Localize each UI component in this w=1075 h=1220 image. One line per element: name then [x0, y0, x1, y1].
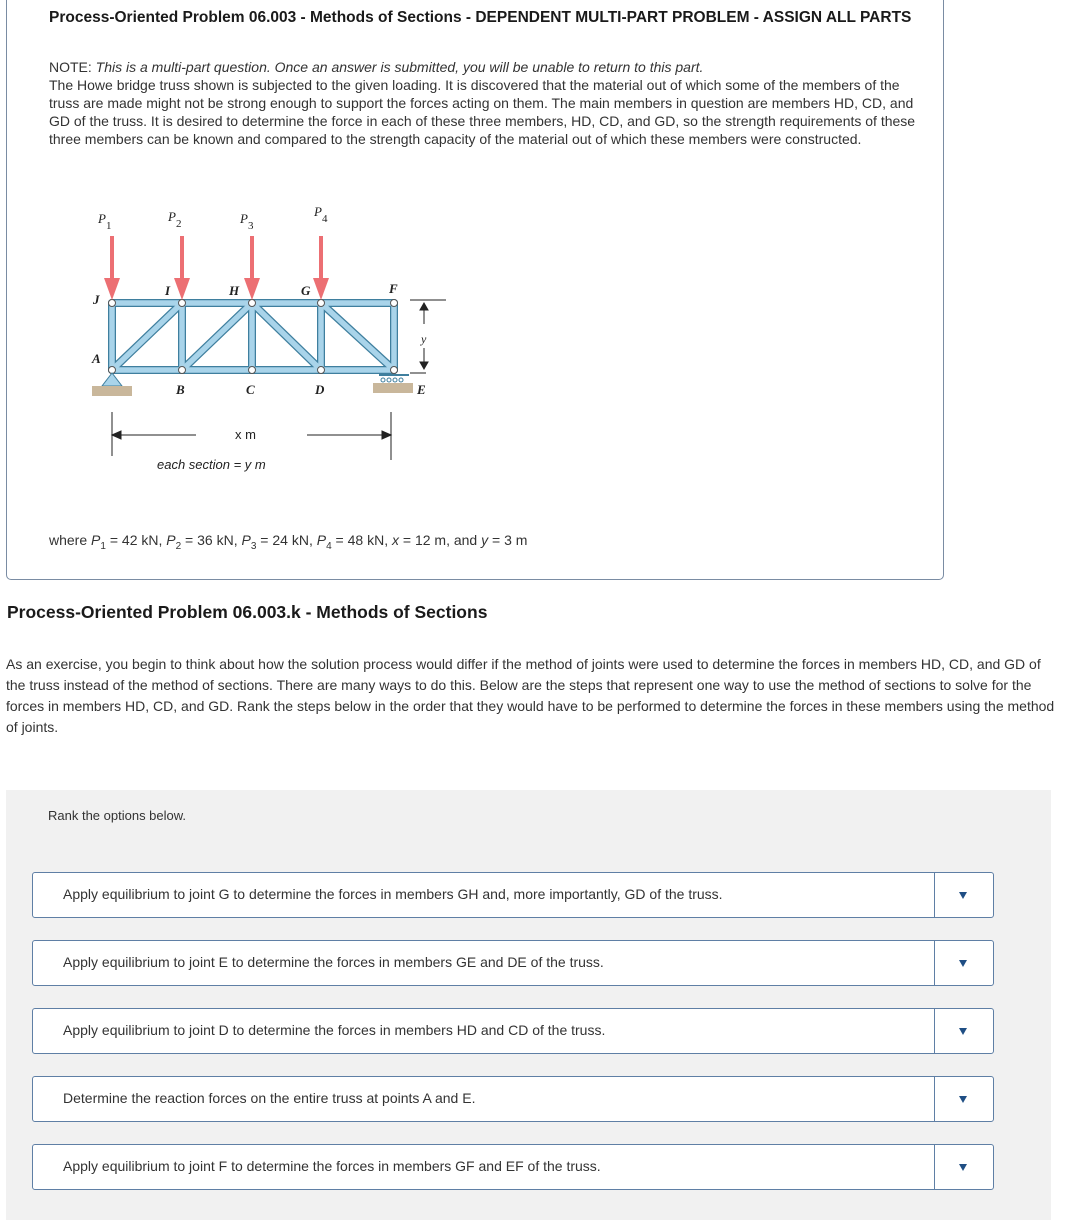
ranking-item-text: Apply equilibrium to joint D to determine the forces in members HD and CD of the truss. [63, 1022, 606, 1038]
chevron-down-icon [959, 1028, 967, 1035]
givens-prefix: where [49, 532, 92, 548]
given-y: 3 m [504, 532, 528, 548]
ranking-item[interactable] [32, 940, 994, 986]
part-instructions: As an exercise, you begin to think about how the solution process would differ if the method of joints were used to determine the forces in members HD, CD, and GD of the truss instead of the method of sections. There are many ways to do this. Below are the steps that represent one way to use the method of sections to solve for the forces in members HD, CD, and GD. Rank the steps below in the order that they would have to be performed to determine the forces in these members using the method of joints. [6, 656, 1055, 735]
chevron-down-icon [959, 1096, 967, 1103]
joint-label-f: F [389, 281, 398, 296]
ranking-item-text: Determine the reaction forces on the entire truss at points A and E. [63, 1090, 476, 1106]
load-arrows [104, 236, 329, 300]
chevron-down-icon [959, 892, 967, 899]
chevron-down-icon [959, 960, 967, 967]
ranking-item[interactable] [32, 1144, 994, 1190]
dimension-y [410, 300, 446, 373]
joint-label-d: D [315, 382, 325, 397]
load-label-p4: $P_4$ [314, 204, 328, 225]
given-p1: 42 kN [121, 532, 159, 548]
joint-label-c: C [246, 382, 255, 397]
joint-label-g: G [301, 283, 311, 298]
ranking-label: Rank the options below. [48, 808, 187, 823]
ranking-item-text: Apply equilibrium to joint G to determine the forces in members GH and, more importantly, GD of the truss. [63, 886, 723, 902]
ranking-item[interactable] [32, 872, 994, 918]
rank-dropdown[interactable] [934, 1009, 993, 1053]
part-title: Process-Oriented Problem 06.003.k - Methods of Sections [7, 602, 488, 622]
note-text: This is a multi-part question. Once an answer is submitted, you will be unable to return to this part. [95, 59, 704, 75]
rank-dropdown[interactable] [934, 873, 993, 917]
dimension-x-label: x m [235, 427, 256, 442]
chevron-down-icon [959, 1164, 967, 1171]
load-label-p3: $P_3$ [240, 211, 254, 232]
given-x: 12 m [414, 532, 447, 548]
dimension-y-label: y [421, 332, 427, 346]
ranking-item[interactable] [32, 1008, 994, 1054]
ranking-panel [6, 790, 1051, 1220]
note-label: NOTE: [49, 59, 96, 75]
rank-dropdown[interactable] [934, 941, 993, 985]
section-length-label: each section = y m [157, 457, 266, 472]
given-p2: 36 kN [197, 532, 234, 548]
truss-members [112, 303, 394, 370]
joint-label-b: B [176, 382, 185, 397]
rank-dropdown[interactable] [934, 1145, 993, 1189]
rank-dropdown[interactable] [934, 1077, 993, 1121]
joint-label-h: H [229, 283, 240, 298]
given-p4: 48 kN [347, 532, 385, 548]
truss-figure [88, 196, 468, 486]
joint-label-a: A [92, 351, 101, 366]
load-labels [97, 204, 328, 232]
problem-description: The Howe bridge truss shown is subjected to the given loading. It is discovered that the material out of which some of the members of the truss are made might not be strong enough to support the forces acting on them. The main members in question are members HD, CD, and GD of the truss. It is desired to determine the force in each of these three members, HD, CD, and GD, so the strength requirements of these three members can be known and compared to the strength capacity of the material out of which these members were constructed. [49, 77, 916, 147]
ranking-item-text: Apply equilibrium to joint F to determine the forces in members GF and EF of the truss. [63, 1158, 601, 1174]
load-label-p2: $P_2$ [168, 209, 182, 230]
ranking-item-text: Apply equilibrium to joint E to determine the forces in members GE and DE of the truss. [63, 954, 604, 970]
roller-support-e [373, 374, 413, 393]
joint-label-i: I [165, 283, 171, 298]
ranking-item[interactable] [32, 1076, 994, 1122]
problem-statement [49, 58, 919, 148]
joint-label-j: J [93, 292, 100, 307]
joint-label-e: E [417, 382, 426, 397]
pin-support-a [92, 373, 132, 396]
given-values: where $P_1 = 42$ kN, $P_2 = 36$ kN, $P_3 = 24$ kN, $P_4 = 48$ kN, x = 12 m, and y = 3 m [49, 532, 528, 552]
load-label-p1: $P_1$ [98, 211, 112, 232]
problem-title: Process-Oriented Problem 06.003 - Methods of Sections - DEPENDENT MULTI-PART PROBLEM - ASSIGN ALL PARTS [49, 9, 912, 26]
given-p3: 24 kN [272, 532, 309, 548]
